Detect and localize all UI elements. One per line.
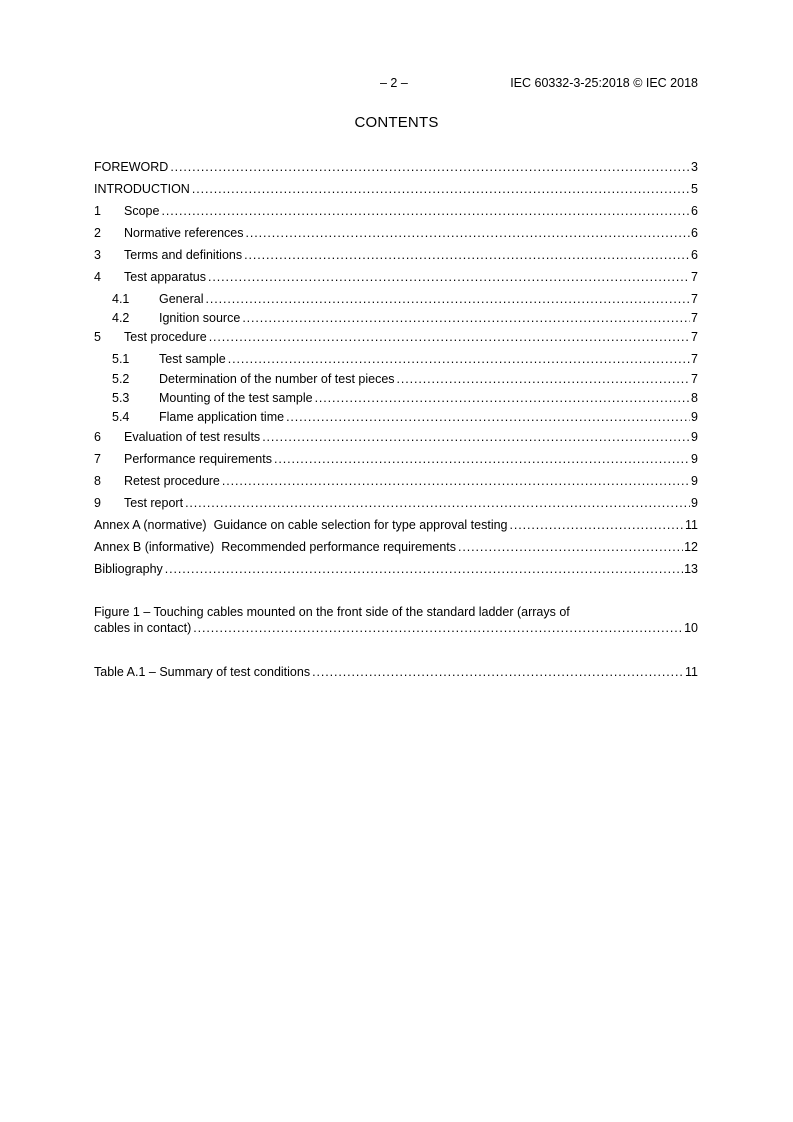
- toc-entry-performance-requirements[interactable]: [94, 451, 698, 467]
- toc-entry-number: 5.1: [112, 352, 130, 366]
- dot-leader: [222, 473, 690, 489]
- toc-entry-label: Terms and definitions: [124, 248, 243, 262]
- toc-entry-label: FOREWORD: [94, 160, 169, 174]
- toc-entry-page: 6: [691, 248, 698, 262]
- toc-entry-page: 11: [685, 518, 698, 532]
- table-entry-page: 11: [685, 665, 698, 679]
- toc-entry-annex-b[interactable]: [94, 539, 698, 555]
- toc-entry-number: 5: [94, 330, 101, 344]
- toc-entry-test-sample[interactable]: [94, 351, 698, 367]
- toc-entry-label: Test apparatus: [124, 270, 206, 284]
- toc-entry-flame-application-time[interactable]: [94, 409, 698, 425]
- toc-entry-page: 7: [691, 372, 698, 386]
- toc-entry-label: Flame application time: [159, 410, 285, 424]
- figure-entry-label: cables in contact): [94, 621, 192, 635]
- toc-entry-page: 7: [691, 352, 698, 366]
- toc-entry-label: Test procedure: [124, 330, 207, 344]
- annex-title: Recommended performance requirements: [221, 540, 457, 554]
- toc-entry-label: [94, 517, 510, 533]
- toc-entry-number: 6: [94, 430, 101, 444]
- annex-designation: Annex B (informative): [94, 540, 215, 554]
- dot-leader: [274, 451, 690, 467]
- toc-entry-label: Performance requirements: [124, 452, 272, 466]
- toc-entry-page: 9: [691, 430, 698, 444]
- toc-entry-normative-references[interactable]: [94, 225, 698, 241]
- toc-entry-number: 5.4: [112, 410, 130, 424]
- toc-entry-label: Bibliography: [94, 562, 163, 576]
- toc-entry-number: 7: [94, 452, 101, 466]
- dot-leader: [397, 371, 691, 387]
- toc-entry-label: Test report: [124, 496, 184, 510]
- toc-entry-number: 9: [94, 496, 101, 510]
- toc-entry-number: 4.2: [112, 311, 130, 325]
- toc-entry-label: Scope: [124, 204, 160, 218]
- table-entry-label: Table A.1 – Summary of test conditions: [94, 665, 311, 679]
- toc-entry-number: 4.1: [112, 292, 130, 306]
- toc-entry-page: 13: [684, 562, 698, 576]
- dot-leader: [209, 329, 690, 345]
- toc-entry-number: 2: [94, 226, 101, 240]
- toc-entry-label: Retest procedure: [124, 474, 220, 488]
- toc-entry-bibliography[interactable]: [94, 561, 698, 577]
- toc-entry-page: 7: [691, 292, 698, 306]
- page-header: [380, 76, 698, 92]
- toc-entry-page: 8: [691, 391, 698, 405]
- toc-entry-number-of-test-pieces[interactable]: [94, 371, 698, 387]
- toc-entry-label: Determination of the number of test pieces: [159, 372, 395, 386]
- dot-leader: [170, 159, 690, 175]
- toc-entry-page: 7: [691, 270, 698, 284]
- dot-leader: [228, 351, 690, 367]
- toc-entry-page: 6: [691, 226, 698, 240]
- figure-entry-line1[interactable]: Figure 1 – Touching cables mounted on the front side of the standard ladder (arrays of: [94, 605, 570, 619]
- toc-entry-mounting[interactable]: [94, 390, 698, 406]
- toc-entry-page: 12: [684, 540, 698, 554]
- toc-entry-number: 1: [94, 204, 101, 218]
- dot-leader: [315, 390, 690, 406]
- toc-entry-label: Mounting of the test sample: [159, 391, 313, 405]
- toc-entry-test-report[interactable]: [94, 495, 698, 511]
- toc-entry-page: 9: [691, 410, 698, 424]
- toc-entry-test-apparatus[interactable]: [94, 269, 698, 285]
- dot-leader: [205, 291, 690, 307]
- toc-entry-number: 3: [94, 248, 101, 262]
- table-entry-a1[interactable]: [94, 664, 698, 680]
- dot-leader: [458, 539, 683, 555]
- toc-entry-label: Evaluation of test results: [124, 430, 261, 444]
- dot-leader: [510, 517, 685, 533]
- dot-leader: [193, 620, 683, 636]
- toc-entry-label: INTRODUCTION: [94, 182, 190, 196]
- toc-entry-page: 3: [691, 160, 698, 174]
- toc-entry-label: Ignition source: [159, 311, 241, 325]
- toc-entry-label: Normative references: [124, 226, 244, 240]
- annex-title: Guidance on cable selection for type approval testing: [213, 518, 508, 532]
- figure-entry-page: 10: [684, 621, 698, 635]
- toc-entry-page: 9: [691, 474, 698, 488]
- toc-entry-retest-procedure[interactable]: [94, 473, 698, 489]
- toc-entry-page: 9: [691, 496, 698, 510]
- list-of-figures: [94, 604, 698, 635]
- contents-title: CONTENTS: [354, 114, 439, 131]
- toc-entry-page: 7: [691, 330, 698, 344]
- dot-leader: [312, 664, 684, 680]
- toc-entry-terms-definitions[interactable]: [94, 247, 698, 263]
- toc-entry-number: 4: [94, 270, 101, 284]
- toc-entry-introduction[interactable]: [94, 181, 698, 197]
- dot-leader: [286, 409, 690, 425]
- toc-entry-number: 5.3: [112, 391, 130, 405]
- dot-leader: [185, 495, 690, 511]
- annex-designation: Annex A (normative): [94, 518, 207, 532]
- toc-entry-ignition-source[interactable]: [94, 310, 698, 326]
- toc-entry-label: [94, 539, 458, 555]
- toc-entry-annex-a[interactable]: [94, 517, 698, 533]
- toc-entry-label: Test sample: [159, 352, 226, 366]
- dot-leader: [208, 269, 690, 285]
- toc-entry-general[interactable]: [94, 291, 698, 307]
- dot-leader: [192, 181, 690, 197]
- dot-leader: [244, 247, 690, 263]
- toc-entry-test-procedure[interactable]: [94, 329, 698, 345]
- toc-entry-page: 7: [691, 311, 698, 325]
- toc-entry-label: General: [159, 292, 204, 306]
- toc-entry-foreword[interactable]: [94, 159, 698, 175]
- figure-entry-1[interactable]: [94, 620, 698, 636]
- toc-entry-scope[interactable]: [94, 203, 698, 219]
- toc-entry-evaluation[interactable]: [94, 429, 698, 445]
- page-number: – 2 –: [380, 76, 408, 90]
- toc-entry-number: 5.2: [112, 372, 130, 386]
- dot-leader: [161, 203, 690, 219]
- dot-leader: [246, 225, 691, 241]
- dot-leader: [242, 310, 690, 326]
- dot-leader: [262, 429, 690, 445]
- document-reference: IEC 60332-3-25:2018 © IEC 2018: [510, 76, 698, 90]
- toc-entry-page: 6: [691, 204, 698, 218]
- toc-entry-page: 9: [691, 452, 698, 466]
- toc-entry-number: 8: [94, 474, 101, 488]
- dot-leader: [165, 561, 683, 577]
- toc-entry-page: 5: [691, 182, 698, 196]
